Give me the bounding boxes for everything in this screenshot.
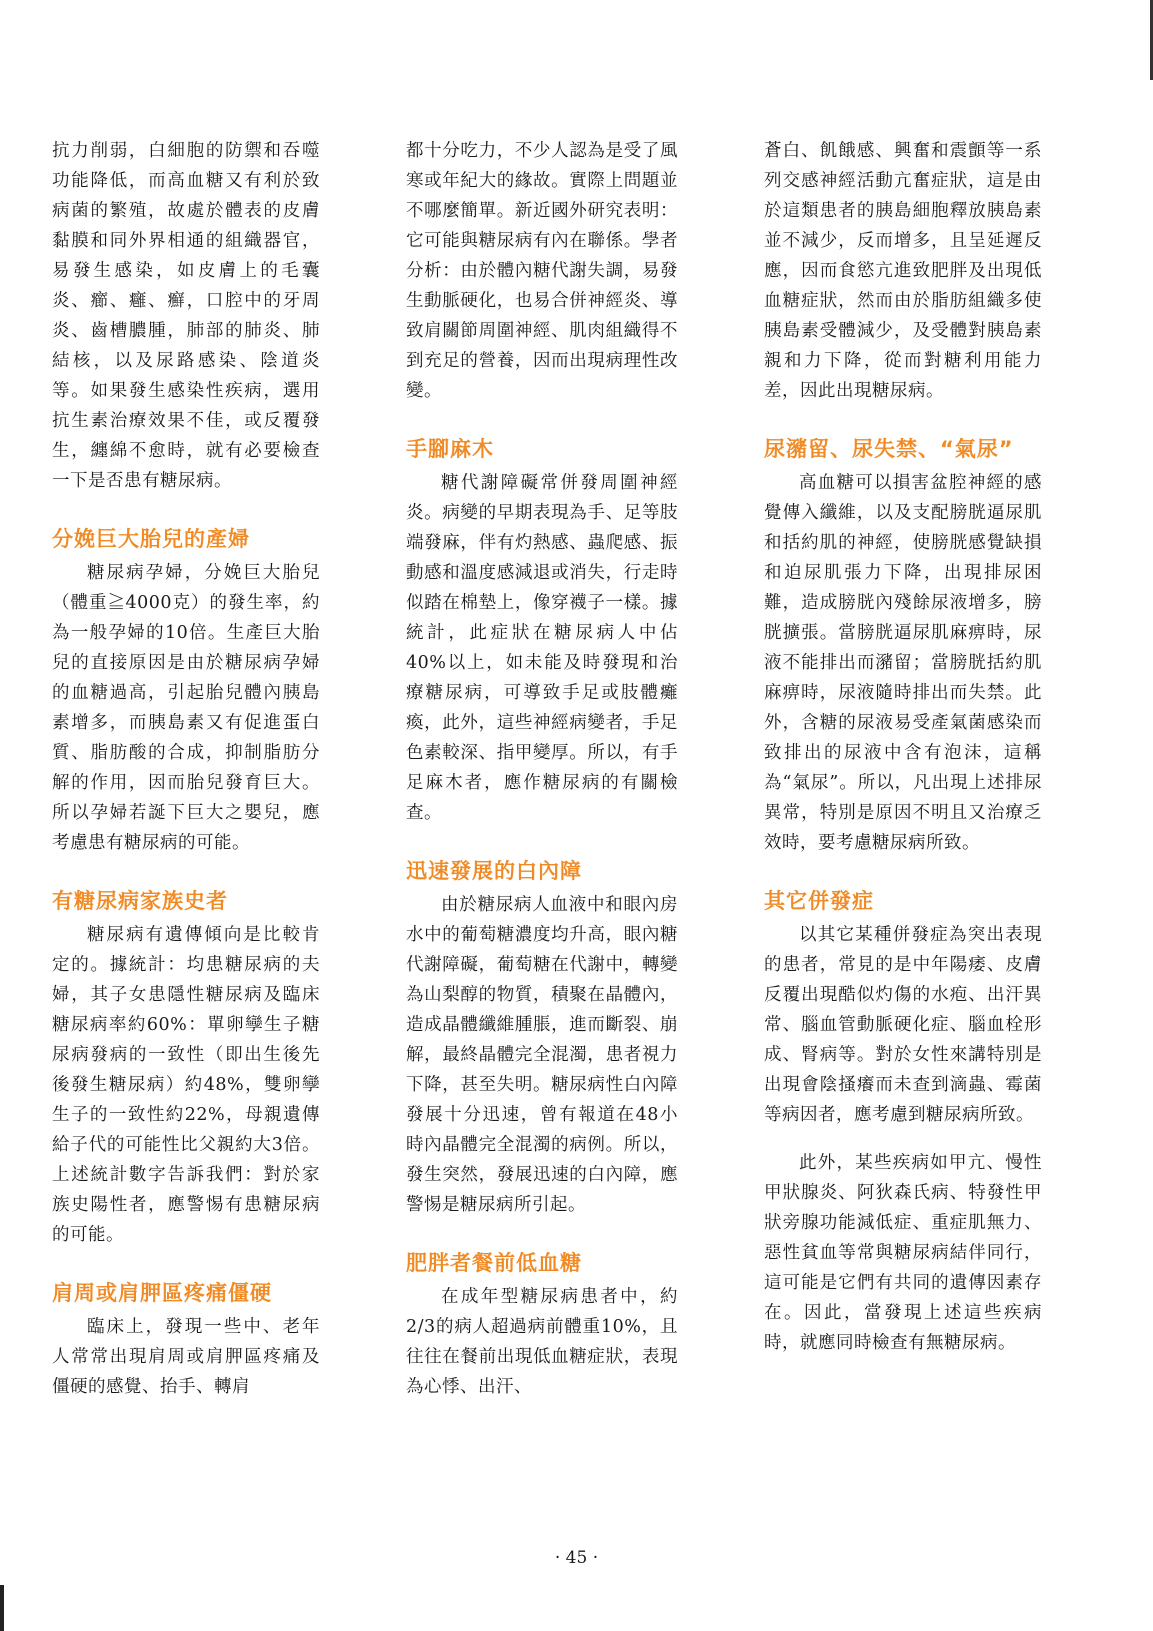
text-column-2 <box>406 136 678 1402</box>
body-paragraph: 蒼白、飢餓感、興奮和震顫等一系列交感神經活動亢奮症狀，這是由於這類患者的胰島細胞釋放胰島素並不減少，反而增多，且呈延遲反應，因而食慾亢進致肥胖及出現低血糖症狀，然而由於脂肪組織多使胰島素受體減少，及受體對胰島素親和力下降，從而對糖利用能力差，因此出現糖尿病。 <box>764 141 1042 401</box>
body-paragraph: 都十分吃力，不少人認為是受了風寒或年紀大的緣故。實際上問題並不哪麼簡單。新近國外研究表明：它可能與糖尿病有內在聯係。學者分析：由於體內糖代謝失調，易發生動脈硬化，也易合併神經炎、導致肩關節周圍神經、肌肉組織得不到充足的營養，因而出現病理性改變。 <box>406 141 678 401</box>
section-heading: 分娩巨大胎兒的產婦 <box>52 527 250 551</box>
body-paragraph: 臨床上，發現一些中、老年人常常出現肩周或肩胛區疼痛及僵硬的感覺、抬手、轉肩 <box>52 1317 320 1397</box>
section-heading: 肥胖者餐前低血糖 <box>406 1251 582 1275</box>
body-paragraph: 糖代謝障礙常併發周圍神經炎。病變的早期表現為手、足等肢端發麻，伴有灼熱感、蟲爬感、振動感和溫度感減退或消失，行走時似踏在棉墊上，像穿襪子一樣。據統計，此症狀在糖尿病人中佔40%以上，如未能及時發現和治療糖尿病，可導致手足或肢體癱瘓，此外，這些神經病變者，手足色素較深、指甲變厚。所以，有手足麻木者，應作糖尿病的有關檢查。 <box>406 473 678 823</box>
body-paragraph: 抗力削弱，白細胞的防禦和吞噬功能降低，而高血糖又有利於致病菌的繁殖，故處於體表的皮膚黏膜和同外界相通的組織器官，易發生感染，如皮膚上的毛囊炎、癤、癰、癬，口腔中的牙周炎、齒槽膿腫，肺部的肺炎、肺結核，以及尿路感染、陰道炎等。如果發生感染性疾病，選用抗生素治療效果不佳，或反覆發生，纏綿不愈時，就有必要檢查一下是否患有糖尿病。 <box>52 141 320 491</box>
body-paragraph: 在成年型糖尿病患者中，約2/3的病人超過病前體重10%，且往往在餐前出現低血糖症狀，表現為心悸、出汗、 <box>406 1287 678 1397</box>
section-heading: 手腳麻木 <box>406 437 494 461</box>
body-paragraph: 此外，某些疾病如甲亢、慢性甲狀腺炎、阿狄森氏病、特發性甲狀旁腺功能減低症、重症肌無力、惡性貧血等常與糖尿病結伴同行，這可能是它們有共同的遺傳因素存在。因此，當發現上述這些疾病時，就應同時檢查有無糖尿病。 <box>764 1153 1042 1353</box>
section-heading: 有糖尿病家族史者 <box>52 889 228 913</box>
section-heading: 迅速發展的白內障 <box>406 859 582 883</box>
page-number: · 45 · <box>554 1548 599 1568</box>
body-paragraph: 糖尿病孕婦，分娩巨大胎兒（體重≧4000克）的發生率，約為一般孕婦的10倍。生產巨大胎兒的直接原因是由於糖尿病孕婦的血糖過高，引起胎兒體內胰島素增多，而胰島素又有促進蛋白質、脂肪酸的合成，抑制脂肪分解的作用，因而胎兒發育巨大。所以孕婦若誕下巨大之嬰兒，應考慮患有糖尿病的可能。 <box>52 563 320 853</box>
text-column-3 <box>764 136 1042 1358</box>
scan-edge-mark <box>0 1585 4 1631</box>
body-paragraph: 高血糖可以損害盆腔神經的感覺傳入纖維，以及支配膀胱逼尿肌和括約肌的神經，使膀胱感覺缺損和迫尿肌張力下降，出現排尿困難，造成膀胱內殘餘尿液增多，膀胱擴張。當膀胱逼尿肌麻痹時，尿液不能排出而瀦留；當膀胱括約肌麻痹時，尿液隨時排出而失禁。此外，含糖的尿液易受產氣菌感染而致排出的尿液中含有泡沫，這稱為“氣尿”。所以，凡出現上述排尿異常，特別是原因不明且又治療乏效時，要考慮糖尿病所致。 <box>764 473 1042 853</box>
body-paragraph: 由於糖尿病人血液中和眼內房水中的葡萄糖濃度均升高，眼內糖代謝障礙，葡萄糖在代謝中，轉變為山梨醇的物質，積聚在晶體內，造成晶體纖維腫脹，進而斷裂、崩解，最終晶體完全混濁，患者視力下降，甚至失明。糖尿病性白內障發展十分迅速，曾有報道在48小時內晶體完全混濁的病例。所以，發生突然，發展迅速的白內障，應警惕是糖尿病所引起。 <box>406 895 678 1215</box>
body-paragraph: 以其它某種併發症為突出表現的患者，常見的是中年陽痿、皮膚反覆出現酷似灼傷的水疱、出汗異常、腦血管動脈硬化症、腦血栓形成、腎病等。對於女性來講特別是出現會陰搔癢而未查到滴蟲、霉菌等病因者，應考慮到糖尿病所致。 <box>764 925 1042 1125</box>
body-paragraph: 糖尿病有遺傳傾向是比較肯定的。據統計：均患糖尿病的夫婦，其子女患隱性糖尿病及臨床糖尿病率約60%：單卵孿生子糖尿病發病的一致性（即出生後先後發生糖尿病）約48%，雙卵孿生子的一致性約22%，母親遺傳給子代的可能性比父親約大3倍。上述統計數字告訴我們：對於家族史陽性者，應警惕有患糖尿病的可能。 <box>52 925 320 1245</box>
section-heading: 肩周或肩胛區疼痛僵硬 <box>52 1281 272 1305</box>
section-heading: 其它併發症 <box>764 889 874 913</box>
section-heading: 尿瀦留、尿失禁、“氣尿” <box>764 437 1014 461</box>
text-column-1 <box>52 136 320 1402</box>
